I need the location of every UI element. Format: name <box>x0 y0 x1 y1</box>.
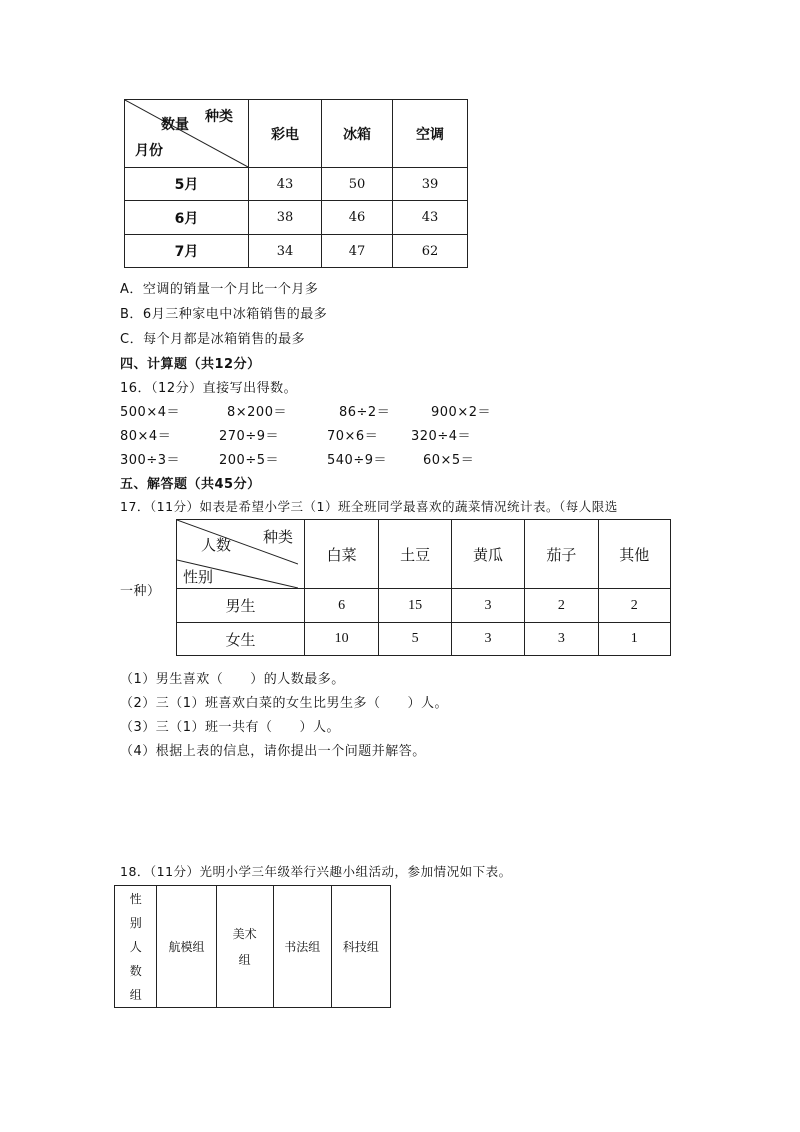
table2-corner-mid: 人数 <box>201 536 232 554</box>
table2-header: 茄子 <box>525 520 598 589</box>
table1-corner-bottom: 月份 <box>135 143 163 159</box>
table2-corner-cell <box>177 520 305 589</box>
calc-item: 270÷9＝ <box>219 429 279 444</box>
table3-header: 科技组 <box>331 886 390 1008</box>
table1-cell: 50 <box>322 168 393 201</box>
table1-header: 冰箱 <box>322 100 393 168</box>
table1-cell: 47 <box>322 235 393 268</box>
option-a: A．空调的销量一个月比一个月多 <box>120 282 319 297</box>
table2-header: 黄瓜 <box>451 520 524 589</box>
table1-cell: 43 <box>249 168 322 201</box>
table-row <box>125 201 468 235</box>
table1-corner-cell <box>125 100 249 168</box>
interest-group-table <box>114 885 391 1008</box>
table-row <box>125 168 468 201</box>
calc-item: 320÷4＝ <box>411 429 471 444</box>
table2-cell: 3 <box>451 623 524 656</box>
table2-cell: 6 <box>304 589 378 623</box>
table3-header <box>216 886 273 1008</box>
table2-cell: 5 <box>379 623 451 656</box>
table1-cell: 39 <box>393 168 468 201</box>
question-16: 16．（12分）直接写出得数。 <box>120 381 298 396</box>
table1-cell: 38 <box>249 201 322 235</box>
vegetable-preference-table <box>176 519 671 656</box>
table2-cell: 1 <box>598 623 670 656</box>
section5-title: 五、解答题（共45分） <box>120 477 261 492</box>
table2-cell: 2 <box>598 589 670 623</box>
calc-item: 8×200＝ <box>227 405 287 420</box>
table3-first-col <box>115 886 157 1008</box>
table3-char: 别 <box>129 915 142 930</box>
table2-header: 白菜 <box>304 520 378 589</box>
sub-question-1: （1）男生喜欢（ ）的人数最多。 <box>120 672 345 687</box>
table1-header: 空调 <box>393 100 468 168</box>
table2-cell: 2 <box>525 589 598 623</box>
table3-char: 性 <box>129 891 142 906</box>
question-18: 18．（11分）光明小学三年级举行兴趣小组活动，参加情况如下表。 <box>120 864 512 879</box>
option-b: B．6月三种家电中冰箱销售的最多 <box>120 307 328 322</box>
table2-corner-top: 种类 <box>263 528 294 546</box>
table2-cell: 3 <box>525 623 598 656</box>
calc-item: 200÷5＝ <box>219 453 279 468</box>
table1-cell: 46 <box>322 201 393 235</box>
table3-header-line: 组 <box>238 952 251 967</box>
table1-cell: 43 <box>393 201 468 235</box>
option-c: C．每个月都是冰箱销售的最多 <box>120 332 306 347</box>
calc-item: 300÷3＝ <box>120 453 180 468</box>
table3-header: 书法组 <box>273 886 331 1008</box>
table3-header-line: 美术 <box>232 926 257 941</box>
table1-cell: 62 <box>393 235 468 268</box>
table2-row-label: 女生 <box>177 623 305 656</box>
table-row <box>125 235 468 268</box>
appliance-sales-table <box>124 99 468 268</box>
calc-item: 500×4＝ <box>120 405 180 420</box>
calc-item: 60×5＝ <box>423 453 475 468</box>
sub-question-4: （4）根据上表的信息，请你提出一个问题并解答。 <box>120 744 426 759</box>
table-row <box>177 623 671 656</box>
question-17: 17．（11分）如表是希望小学三（1）班全班同学最喜欢的蔬菜情况统计表。（每人限选 <box>120 499 618 514</box>
table1-header: 彩电 <box>249 100 322 168</box>
table3-char: 人 <box>129 939 142 954</box>
sub-question-3: （3）三（1）班一共有（ ）人。 <box>120 720 341 735</box>
table2-corner-bottom: 性别 <box>183 568 214 586</box>
calc-item: 86÷2＝ <box>339 405 391 420</box>
section4-title: 四、计算题（共12分） <box>120 357 261 372</box>
sub-question-2: （2）三（1）班喜欢白菜的女生比男生多（ ）人。 <box>120 696 449 711</box>
calc-item: 540÷9＝ <box>327 453 387 468</box>
calc-item: 80×4＝ <box>120 429 172 444</box>
calc-item: 900×2＝ <box>431 405 491 420</box>
table1-row-label: 7月 <box>125 235 249 268</box>
table3-header: 航模组 <box>157 886 216 1008</box>
table2-header: 其他 <box>598 520 670 589</box>
table3-char: 数 <box>129 963 142 978</box>
table3-char: 组 <box>129 987 142 1002</box>
table1-row-label: 6月 <box>125 201 249 235</box>
table2-cell: 10 <box>304 623 378 656</box>
calc-item: 70×6＝ <box>327 429 379 444</box>
table-row <box>177 589 671 623</box>
table1-cell: 34 <box>249 235 322 268</box>
table1-corner-mid: 数量 <box>161 117 189 133</box>
table2-row-label: 男生 <box>177 589 305 623</box>
table1-row-label: 5月 <box>125 168 249 201</box>
table1-corner-top: 种类 <box>205 109 233 125</box>
table2-cell: 3 <box>451 589 524 623</box>
question-17-tail: 一种） <box>120 584 161 599</box>
table2-header: 土豆 <box>379 520 451 589</box>
table2-cell: 15 <box>379 589 451 623</box>
